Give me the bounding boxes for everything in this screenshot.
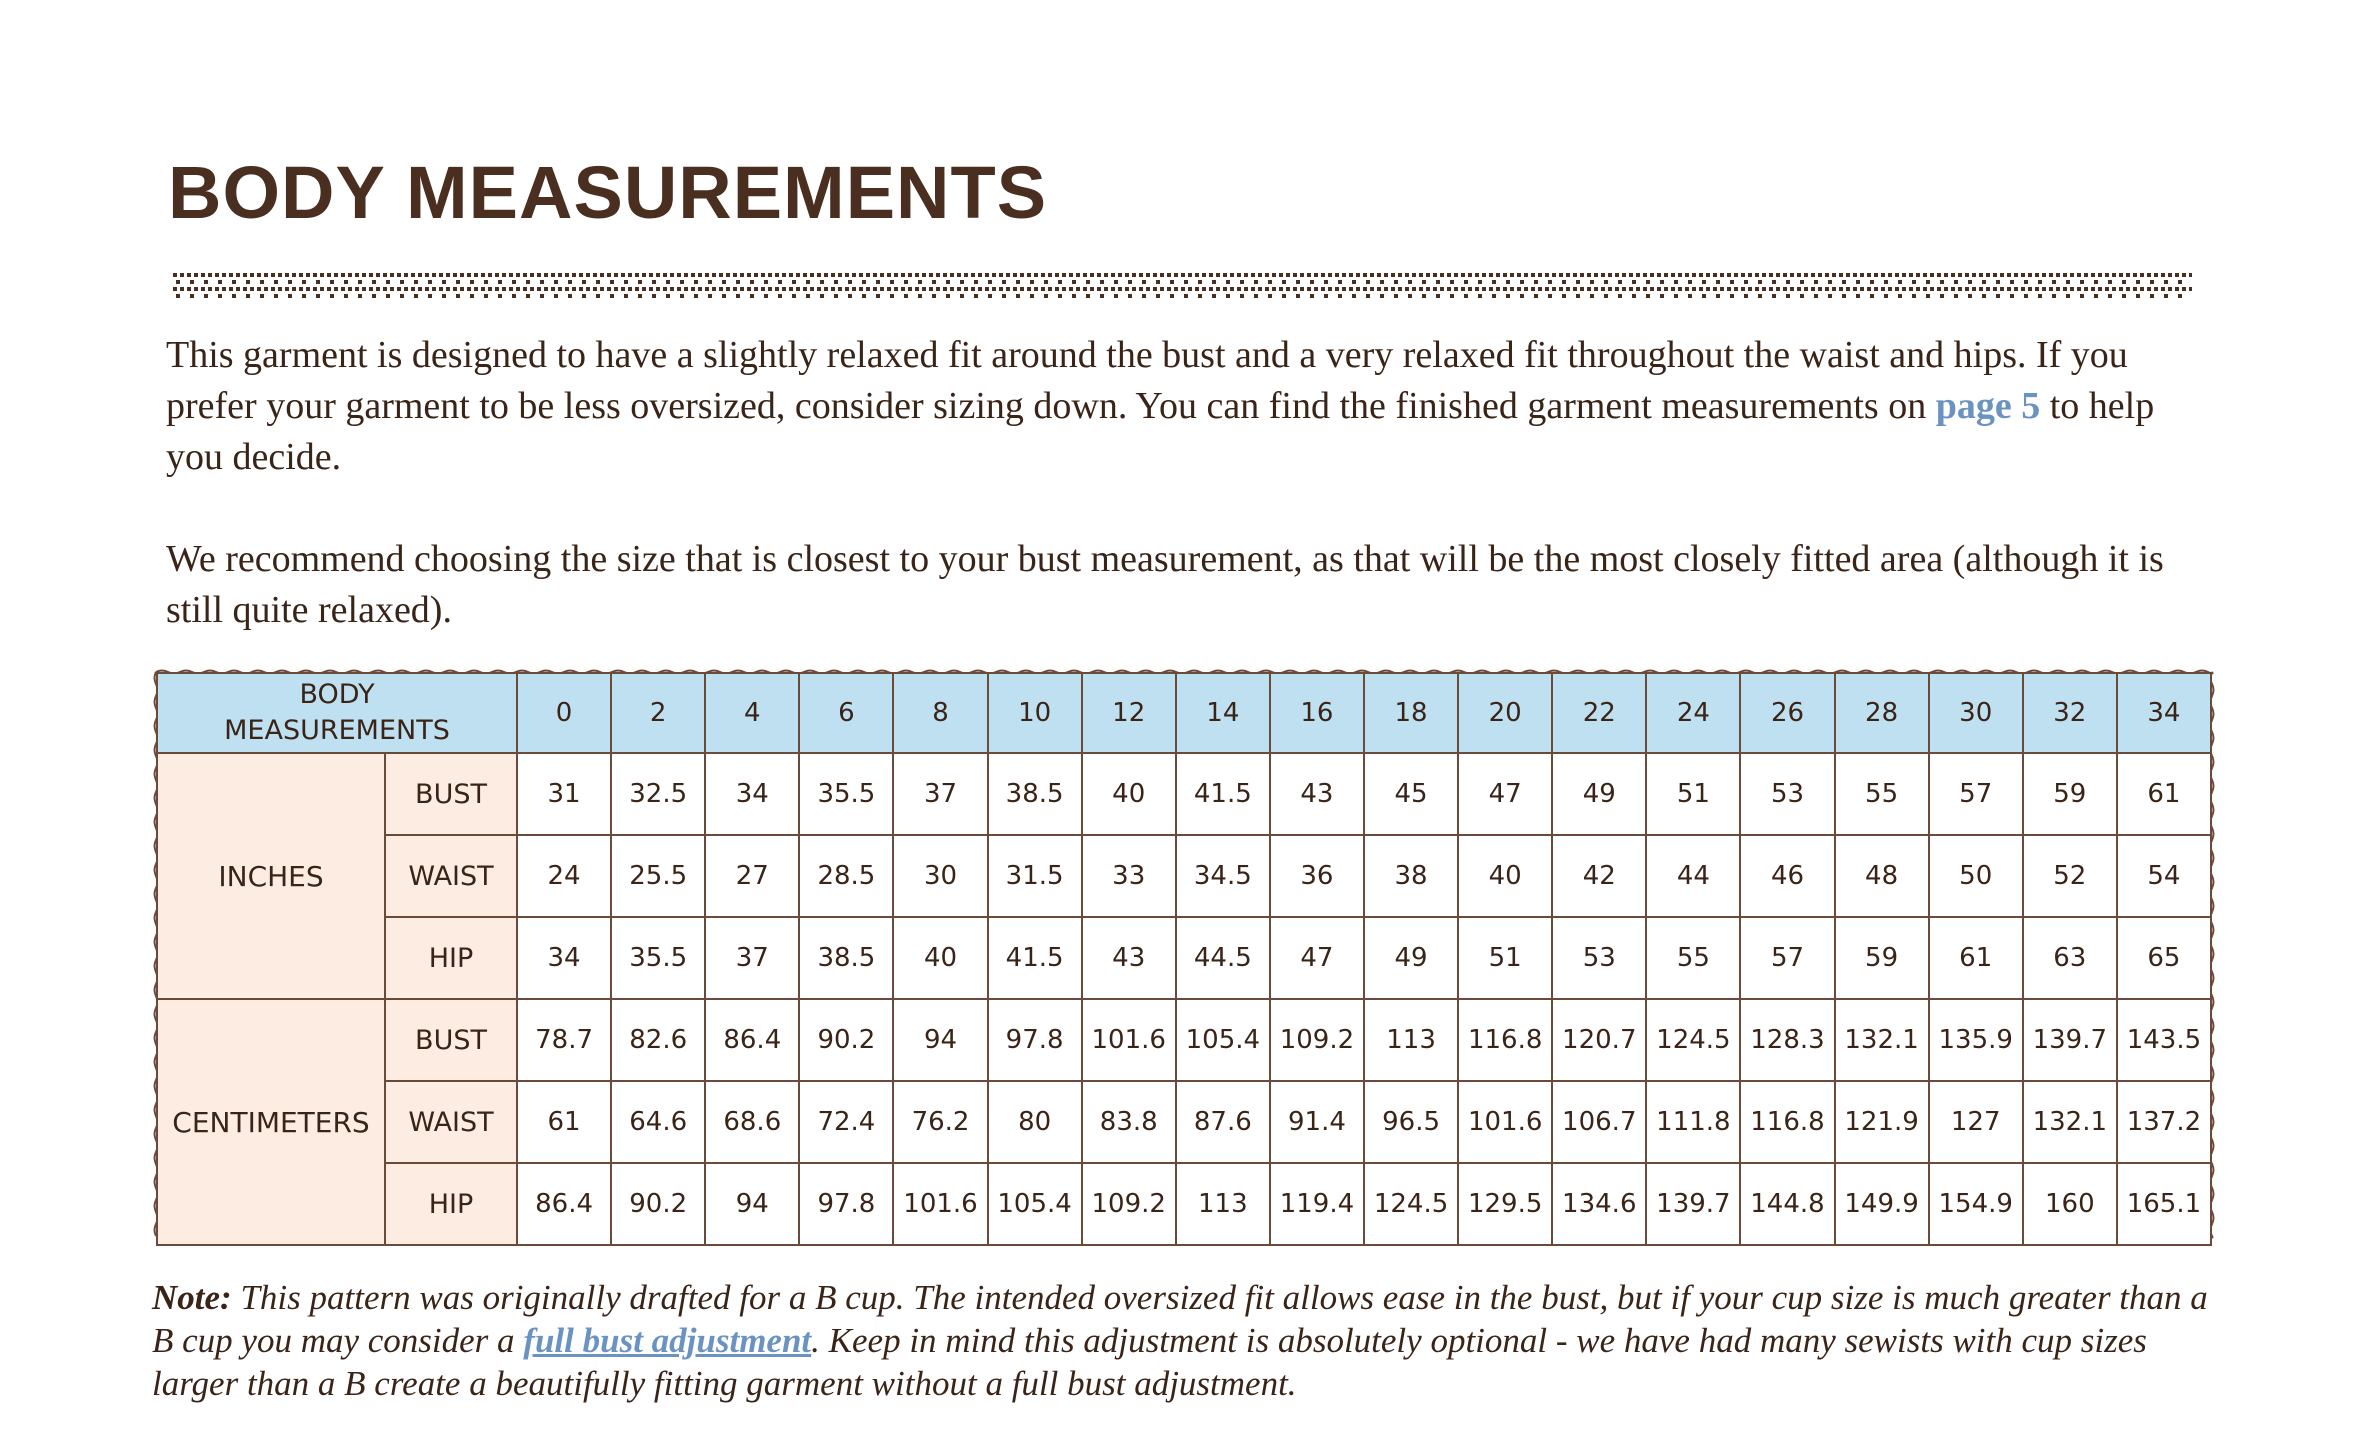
table-cell: 86.4 [705,999,799,1081]
table-cell: 124.5 [1646,999,1740,1081]
intro-text: This garment is designed to have a slightly relaxed fit around the bust and a very relaxed fit throughout the waist and hips. If you prefer your garment to be less oversized, consider sizing down. You can find the finished garment measurements on [166,334,2128,427]
measurement-label: BUST [385,999,517,1081]
table-cell: 53 [1552,917,1646,999]
table-cell: 34 [705,753,799,835]
page-title: BODY MEASUREMENTS [168,151,1048,234]
table-cell: 132.1 [1835,999,1929,1081]
table-cell: 38.5 [799,917,893,999]
size-header: 24 [1646,673,1740,753]
table-cell: 72.4 [799,1081,893,1163]
table-cell: 24 [517,835,611,917]
table-cell: 61 [1929,917,2023,999]
size-header: 6 [799,673,893,753]
table-cell: 54 [2117,835,2211,917]
table-cell: 28.5 [799,835,893,917]
table-cell: 44.5 [1176,917,1270,999]
table-cell: 59 [1835,917,1929,999]
table-cell: 105.4 [988,1163,1082,1245]
decorative-divider [172,272,2192,300]
corner-header [157,673,517,753]
table-cell: 33 [1082,835,1176,917]
table-cell: 35.5 [799,753,893,835]
table-cell: 94 [705,1163,799,1245]
table-cell: 57 [1929,753,2023,835]
table-cell: 38 [1364,835,1458,917]
table-cell: 86.4 [517,1163,611,1245]
table-cell: 47 [1458,753,1552,835]
table-cell: 41.5 [988,917,1082,999]
table-cell: 113 [1176,1163,1270,1245]
table-cell: 165.1 [2117,1163,2211,1245]
header-row [157,673,2211,753]
table-cell: 61 [517,1081,611,1163]
unit-label: INCHES [157,753,385,999]
table-cell: 51 [1646,753,1740,835]
table-cell: 124.5 [1364,1163,1458,1245]
full-bust-adjustment-link[interactable]: full bust adjustment [523,1321,812,1360]
table-cell: 55 [1835,753,1929,835]
table-cell: 34.5 [1176,835,1270,917]
table-row [157,835,2211,917]
table-cell: 90.2 [611,1163,705,1245]
size-header: 12 [1082,673,1176,753]
table-cell: 44 [1646,835,1740,917]
size-header: 10 [988,673,1082,753]
table-cell: 113 [1364,999,1458,1081]
table-cell: 129.5 [1458,1163,1552,1245]
table-cell: 25.5 [611,835,705,917]
table-cell: 40 [1458,835,1552,917]
table-cell: 42 [1552,835,1646,917]
corner-header-line: MEASUREMENTS [224,715,450,746]
unit-label: CENTIMETERS [157,999,385,1245]
table-cell: 82.6 [611,999,705,1081]
table-cell: 48 [1835,835,1929,917]
table-cell: 51 [1458,917,1552,999]
table-cell: 105.4 [1176,999,1270,1081]
table-cell: 76.2 [893,1081,987,1163]
table-cell: 41.5 [1176,753,1270,835]
size-header: 30 [1929,673,2023,753]
size-header: 14 [1176,673,1270,753]
table-cell: 94 [893,999,987,1081]
recommendation-paragraph: We recommend choosing the size that is closest to your bust measurement, as that will be the most closely fitted area (although it is still quite relaxed). [166,538,2164,631]
table-cell: 90.2 [799,999,893,1081]
table-cell: 143.5 [2117,999,2211,1081]
size-header: 34 [2117,673,2211,753]
table-cell: 43 [1270,753,1364,835]
table-cell: 96.5 [1364,1081,1458,1163]
table-cell: 127 [1929,1081,2023,1163]
table-cell: 55 [1646,917,1740,999]
table-cell: 139.7 [2023,999,2117,1081]
size-header: 8 [893,673,987,753]
table-cell: 53 [1740,753,1834,835]
table-cell: 43 [1082,917,1176,999]
table-cell: 59 [2023,753,2117,835]
table-cell: 106.7 [1552,1081,1646,1163]
table-cell: 52 [2023,835,2117,917]
table-cell: 63 [2023,917,2117,999]
table-cell: 119.4 [1270,1163,1364,1245]
table-cell: 80 [988,1081,1082,1163]
table-cell: 137.2 [2117,1081,2211,1163]
note-text-after: . Keep in mind this adjustment is absolutely optional - we have had many sewists with cup sizes larger than a B create a beautifully fitting garment without a full bust adjustment. [152,1321,2147,1403]
table-cell: 135.9 [1929,999,2023,1081]
measurement-label: WAIST [385,835,517,917]
table-cell: 111.8 [1646,1081,1740,1163]
table-cell: 36 [1270,835,1364,917]
size-chart-table [156,672,2212,1246]
table-cell: 101.6 [1458,1081,1552,1163]
table-cell: 83.8 [1082,1081,1176,1163]
table-cell: 40 [893,917,987,999]
table-cell: 49 [1364,917,1458,999]
table-cell: 47 [1270,917,1364,999]
note-text: This pattern was originally drafted for a B cup. The intended oversized fit allows ease in the bust, but if your cup size is much greater than a B cup you may consider a [152,1278,2208,1360]
table-row [157,753,2211,835]
table-row [157,917,2211,999]
size-header: 16 [1270,673,1364,753]
table-cell: 45 [1364,753,1458,835]
note-paragraph [152,1276,2222,1405]
table-cell: 120.7 [1552,999,1646,1081]
table-row [157,1163,2211,1245]
table-cell: 30 [893,835,987,917]
table-cell: 109.2 [1082,1163,1176,1245]
table-cell: 116.8 [1740,1081,1834,1163]
table-cell: 97.8 [988,999,1082,1081]
table-cell: 32.5 [611,753,705,835]
table-cell: 144.8 [1740,1163,1834,1245]
table-cell: 116.8 [1458,999,1552,1081]
table-cell: 132.1 [2023,1081,2117,1163]
table-cell: 34 [517,917,611,999]
table-row [157,999,2211,1081]
size-header: 28 [1835,673,1929,753]
table-cell: 154.9 [1929,1163,2023,1245]
note-label: Note: [152,1278,232,1317]
measurement-label: HIP [385,917,517,999]
table-cell: 50 [1929,835,2023,917]
table-cell: 101.6 [1082,999,1176,1081]
table-cell: 160 [2023,1163,2117,1245]
table-cell: 109.2 [1270,999,1364,1081]
table-cell: 27 [705,835,799,917]
table-cell: 121.9 [1835,1081,1929,1163]
table-cell: 35.5 [611,917,705,999]
intro-tail-text: to help you decide. [166,385,2155,478]
table-cell: 64.6 [611,1081,705,1163]
table-cell: 91.4 [1270,1081,1364,1163]
measurement-label: BUST [385,753,517,835]
table-cell: 65 [2117,917,2211,999]
intro-paragraph [166,330,2196,483]
table-cell: 68.6 [705,1081,799,1163]
table-cell: 139.7 [1646,1163,1740,1245]
table-cell: 31.5 [988,835,1082,917]
table-cell: 40 [1082,753,1176,835]
table-cell: 37 [705,917,799,999]
table-cell: 46 [1740,835,1834,917]
table-cell: 78.7 [517,999,611,1081]
table-cell: 128.3 [1740,999,1834,1081]
page-5-link[interactable]: page 5 [1935,385,2041,427]
size-header: 18 [1364,673,1458,753]
corner-header-line: BODY [299,679,375,710]
measurement-label: HIP [385,1163,517,1245]
size-header: 32 [2023,673,2117,753]
size-header: 20 [1458,673,1552,753]
size-header: 26 [1740,673,1834,753]
table-cell: 38.5 [988,753,1082,835]
measurement-label: WAIST [385,1081,517,1163]
table-cell: 49 [1552,753,1646,835]
table-cell: 101.6 [893,1163,987,1245]
table-cell: 31 [517,753,611,835]
table-row [157,1081,2211,1163]
size-header: 22 [1552,673,1646,753]
measurements-table-frame [152,668,2216,1240]
table-cell: 37 [893,753,987,835]
table-cell: 87.6 [1176,1081,1270,1163]
table-cell: 61 [2117,753,2211,835]
size-header: 4 [705,673,799,753]
size-header: 2 [611,673,705,753]
table-cell: 149.9 [1835,1163,1929,1245]
table-cell: 97.8 [799,1163,893,1245]
table-cell: 134.6 [1552,1163,1646,1245]
table-cell: 57 [1740,917,1834,999]
size-header: 0 [517,673,611,753]
